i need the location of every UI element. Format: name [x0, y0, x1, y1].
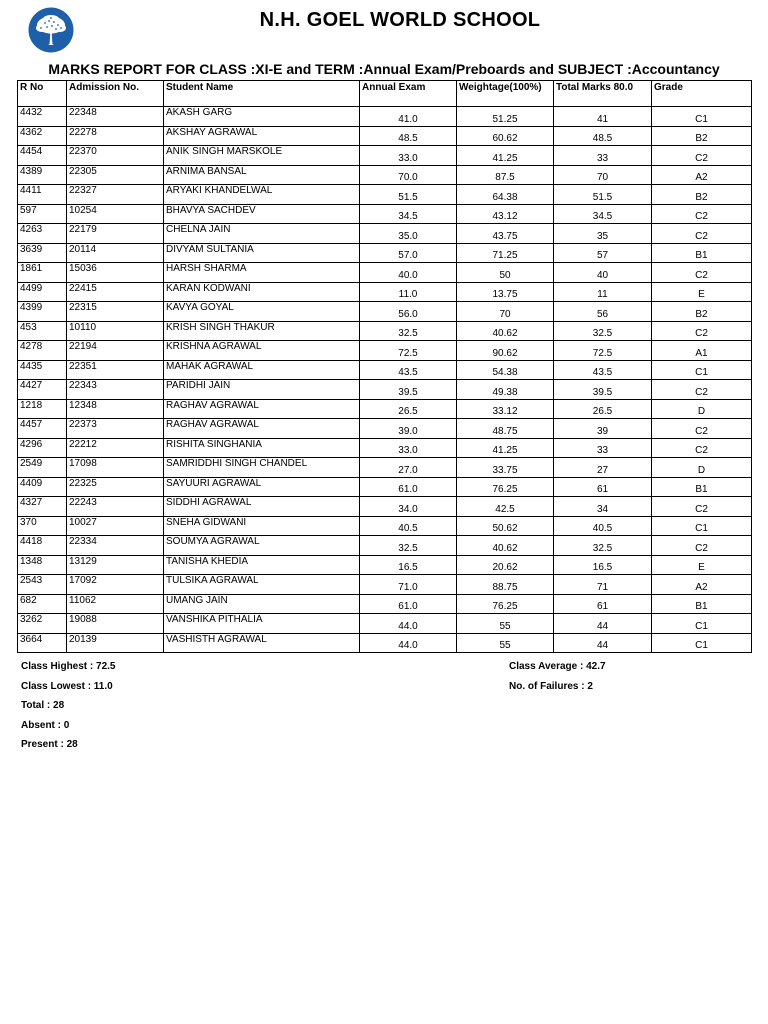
table-cell: 16.5: [554, 555, 652, 575]
table-cell: 11: [554, 282, 652, 302]
table-cell: 33: [554, 146, 652, 166]
table-cell: D: [652, 458, 752, 478]
table-cell: 57: [554, 243, 652, 263]
table-cell: C1: [652, 516, 752, 536]
table-cell: 15036: [67, 263, 164, 283]
table-cell: 22212: [67, 438, 164, 458]
table-row: [18, 477, 752, 497]
table-cell: 22348: [67, 107, 164, 127]
table-cell: 16.5: [360, 555, 457, 575]
table-cell: 48.5: [360, 126, 457, 146]
table-row: [18, 341, 752, 361]
table-cell: 32.5: [360, 536, 457, 556]
table-cell: C1: [652, 107, 752, 127]
table-cell: 54.38: [457, 360, 554, 380]
table-cell: 40: [554, 263, 652, 283]
table-cell: KRISHNA AGRAWAL: [164, 341, 360, 361]
table-cell: 19088: [67, 614, 164, 634]
column-header: Annual Exam: [360, 81, 457, 107]
table-cell: 76.25: [457, 477, 554, 497]
table-cell: 11062: [67, 594, 164, 614]
table-cell: KRISH SINGH THAKUR: [164, 321, 360, 341]
table-cell: 22373: [67, 419, 164, 439]
marks-table: [17, 80, 752, 653]
table-row: [18, 458, 752, 478]
table-cell: 1348: [18, 555, 67, 575]
table-cell: 40.0: [360, 263, 457, 283]
table-row: [18, 243, 752, 263]
table-row: [18, 497, 752, 517]
table-row: [18, 165, 752, 185]
table-row: [18, 438, 752, 458]
table-cell: A2: [652, 575, 752, 595]
column-header: Total Marks 80.0: [554, 81, 652, 107]
table-cell: 22351: [67, 360, 164, 380]
table-cell: A2: [652, 165, 752, 185]
table-cell: 4327: [18, 497, 67, 517]
table-cell: C1: [652, 360, 752, 380]
table-cell: 1861: [18, 263, 67, 283]
table-cell: 70: [554, 165, 652, 185]
table-row: [18, 555, 752, 575]
table-cell: SNEHA GIDWANI: [164, 516, 360, 536]
table-cell: 22243: [67, 497, 164, 517]
table-row: [18, 575, 752, 595]
table-cell: C1: [652, 633, 752, 653]
table-cell: 43.5: [554, 360, 652, 380]
table-row: [18, 263, 752, 283]
table-cell: 22179: [67, 224, 164, 244]
table-cell: 43.75: [457, 224, 554, 244]
table-cell: 33: [554, 438, 652, 458]
table-cell: 453: [18, 321, 67, 341]
table-cell: 39.5: [360, 380, 457, 400]
table-cell: B1: [652, 477, 752, 497]
table-row: [18, 107, 752, 127]
table-cell: 34.0: [360, 497, 457, 517]
table-cell: 61: [554, 594, 652, 614]
table-cell: E: [652, 555, 752, 575]
table-cell: 51.5: [360, 185, 457, 205]
table-cell: 43.5: [360, 360, 457, 380]
table-cell: 50: [457, 263, 554, 283]
table-cell: 71.25: [457, 243, 554, 263]
table-cell: 41.25: [457, 146, 554, 166]
table-cell: 70.0: [360, 165, 457, 185]
table-cell: 4399: [18, 302, 67, 322]
table-cell: 60.62: [457, 126, 554, 146]
table-cell: 22315: [67, 302, 164, 322]
table-row: [18, 380, 752, 400]
table-cell: 44.0: [360, 633, 457, 653]
table-cell: 61: [554, 477, 652, 497]
table-cell: 70: [457, 302, 554, 322]
table-cell: 17098: [67, 458, 164, 478]
table-row: [18, 536, 752, 556]
table-cell: 34.5: [554, 204, 652, 224]
table-cell: C2: [652, 263, 752, 283]
table-row: [18, 360, 752, 380]
report-title: MARKS REPORT FOR CLASS :XI-E and TERM :Annual Exam/Preboards and SUBJECT :Accountancy: [48, 61, 720, 77]
table-cell: C2: [652, 419, 752, 439]
table-cell: 11.0: [360, 282, 457, 302]
table-cell: 13.75: [457, 282, 554, 302]
table-cell: 44.0: [360, 614, 457, 634]
table-cell: 4278: [18, 341, 67, 361]
table-cell: 22343: [67, 380, 164, 400]
table-cell: 87.5: [457, 165, 554, 185]
table-cell: 32.5: [360, 321, 457, 341]
table-cell: AKASH GARG: [164, 107, 360, 127]
table-cell: 51.25: [457, 107, 554, 127]
table-cell: 57.0: [360, 243, 457, 263]
table-cell: C2: [652, 497, 752, 517]
table-cell: C2: [652, 438, 752, 458]
table-cell: 33.75: [457, 458, 554, 478]
table-row: [18, 302, 752, 322]
table-cell: 40.62: [457, 321, 554, 341]
table-cell: 34.5: [360, 204, 457, 224]
table-cell: B2: [652, 126, 752, 146]
table-body: [18, 107, 752, 653]
table-row: [18, 146, 752, 166]
table-cell: SAMRIDDHI SINGH CHANDEL: [164, 458, 360, 478]
table-cell: 48.75: [457, 419, 554, 439]
table-cell: 90.62: [457, 341, 554, 361]
table-row: [18, 282, 752, 302]
table-cell: 27.0: [360, 458, 457, 478]
table-cell: 4409: [18, 477, 67, 497]
table-row: [18, 614, 752, 634]
table-cell: B1: [652, 594, 752, 614]
column-header: Student Name: [164, 81, 360, 107]
table-cell: UMANG JAIN: [164, 594, 360, 614]
table-cell: 40.62: [457, 536, 554, 556]
table-cell: 88.75: [457, 575, 554, 595]
column-header: Weightage(100%): [457, 81, 554, 107]
table-cell: 41: [554, 107, 652, 127]
table-cell: 20.62: [457, 555, 554, 575]
table-cell: RAGHAV AGRAWAL: [164, 419, 360, 439]
table-cell: B1: [652, 243, 752, 263]
absent-count: Absent : 0: [21, 720, 70, 731]
column-header: Admission No.: [67, 81, 164, 107]
table-cell: 4362: [18, 126, 67, 146]
table-cell: B2: [652, 302, 752, 322]
table-cell: 4411: [18, 185, 67, 205]
table-cell: 1218: [18, 399, 67, 419]
table-cell: 39.5: [554, 380, 652, 400]
table-cell: 26.5: [360, 399, 457, 419]
table-cell: TULSIKA AGRAWAL: [164, 575, 360, 595]
table-cell: 32.5: [554, 321, 652, 341]
table-cell: ANIK SINGH MARSKOLE: [164, 146, 360, 166]
table-row: [18, 204, 752, 224]
table-cell: 41.0: [360, 107, 457, 127]
table-row: [18, 224, 752, 244]
table-cell: HARSH SHARMA: [164, 263, 360, 283]
table-header-row: [18, 81, 752, 107]
table-cell: 22194: [67, 341, 164, 361]
table-cell: 76.25: [457, 594, 554, 614]
table-cell: 26.5: [554, 399, 652, 419]
table-cell: 71: [554, 575, 652, 595]
table-cell: C2: [652, 224, 752, 244]
class-highest: Class Highest : 72.5: [21, 661, 116, 672]
table-cell: 4457: [18, 419, 67, 439]
table-cell: 370: [18, 516, 67, 536]
table-cell: 17092: [67, 575, 164, 595]
table-cell: 56: [554, 302, 652, 322]
table-cell: D: [652, 399, 752, 419]
table-cell: 42.5: [457, 497, 554, 517]
table-cell: 20114: [67, 243, 164, 263]
table-cell: KARAN KODWANI: [164, 282, 360, 302]
table-cell: 4263: [18, 224, 67, 244]
table-cell: SAYUURI AGRAWAL: [164, 477, 360, 497]
table-cell: RAGHAV AGRAWAL: [164, 399, 360, 419]
table-cell: 35: [554, 224, 652, 244]
table-cell: 55: [457, 614, 554, 634]
table-row: [18, 633, 752, 653]
table-cell: TANISHA KHEDIA: [164, 555, 360, 575]
table-cell: RISHITA SINGHANIA: [164, 438, 360, 458]
table-cell: 22325: [67, 477, 164, 497]
table-cell: 4427: [18, 380, 67, 400]
table-row: [18, 594, 752, 614]
table-cell: 49.38: [457, 380, 554, 400]
table-cell: PARIDHI JAIN: [164, 380, 360, 400]
table-cell: C2: [652, 146, 752, 166]
table-cell: 50.62: [457, 516, 554, 536]
table-cell: SIDDHI AGRAWAL: [164, 497, 360, 517]
table-cell: C1: [652, 614, 752, 634]
table-cell: 40.5: [360, 516, 457, 536]
table-cell: 4418: [18, 536, 67, 556]
table-cell: 44: [554, 633, 652, 653]
table-cell: C2: [652, 321, 752, 341]
table-cell: 35.0: [360, 224, 457, 244]
table-cell: 27: [554, 458, 652, 478]
table-cell: ARNIMA BANSAL: [164, 165, 360, 185]
table-row: [18, 516, 752, 536]
school-name: N.H. GOEL WORLD SCHOOL: [259, 9, 541, 31]
table-cell: 2543: [18, 575, 67, 595]
present-count: Present : 28: [21, 739, 78, 750]
table-row: [18, 126, 752, 146]
table-cell: ARYAKI KHANDELWAL: [164, 185, 360, 205]
table-cell: 2549: [18, 458, 67, 478]
table-cell: 39.0: [360, 419, 457, 439]
table-cell: 20139: [67, 633, 164, 653]
table-cell: 4454: [18, 146, 67, 166]
table-cell: 22415: [67, 282, 164, 302]
table-cell: 33.0: [360, 438, 457, 458]
table-cell: 4435: [18, 360, 67, 380]
table-cell: VANSHIKA PITHALIA: [164, 614, 360, 634]
table-cell: C2: [652, 536, 752, 556]
table-cell: 22327: [67, 185, 164, 205]
table-cell: DIVYAM SULTANIA: [164, 243, 360, 263]
table-cell: 61.0: [360, 477, 457, 497]
table-cell: C2: [652, 380, 752, 400]
table-cell: 4499: [18, 282, 67, 302]
table-cell: 22305: [67, 165, 164, 185]
table-cell: CHELNA JAIN: [164, 224, 360, 244]
table-row: [18, 321, 752, 341]
table-cell: 44: [554, 614, 652, 634]
table-row: [18, 419, 752, 439]
table-cell: C2: [652, 204, 752, 224]
table-cell: KAVYA GOYAL: [164, 302, 360, 322]
table-cell: 40.5: [554, 516, 652, 536]
table-cell: 61.0: [360, 594, 457, 614]
table-cell: 64.38: [457, 185, 554, 205]
failure-count: No. of Failures : 2: [509, 681, 593, 692]
table-cell: 597: [18, 204, 67, 224]
table-cell: A1: [652, 341, 752, 361]
table-cell: 3262: [18, 614, 67, 634]
table-cell: 43.12: [457, 204, 554, 224]
column-header: Grade: [652, 81, 752, 107]
table-cell: 48.5: [554, 126, 652, 146]
table-cell: 4389: [18, 165, 67, 185]
table-cell: 39: [554, 419, 652, 439]
table-cell: 55: [457, 633, 554, 653]
table-cell: 33.12: [457, 399, 554, 419]
table-cell: 22278: [67, 126, 164, 146]
table-cell: 71.0: [360, 575, 457, 595]
table-cell: 10110: [67, 321, 164, 341]
table-cell: 4296: [18, 438, 67, 458]
table-cell: E: [652, 282, 752, 302]
table-cell: 72.5: [554, 341, 652, 361]
class-lowest: Class Lowest : 11.0: [21, 681, 113, 692]
total-count: Total : 28: [21, 700, 65, 711]
column-header: R No: [18, 81, 67, 107]
table-cell: 22370: [67, 146, 164, 166]
table-cell: 33.0: [360, 146, 457, 166]
table-cell: 56.0: [360, 302, 457, 322]
table-cell: 4432: [18, 107, 67, 127]
table-cell: 22334: [67, 536, 164, 556]
table-cell: BHAVYA SACHDEV: [164, 204, 360, 224]
table-row: [18, 185, 752, 205]
table-cell: 32.5: [554, 536, 652, 556]
table-cell: 10254: [67, 204, 164, 224]
table-cell: 13129: [67, 555, 164, 575]
table-cell: 3639: [18, 243, 67, 263]
table-cell: MAHAK AGRAWAL: [164, 360, 360, 380]
table-cell: B2: [652, 185, 752, 205]
table-row: [18, 399, 752, 419]
table-cell: 72.5: [360, 341, 457, 361]
table-cell: 51.5: [554, 185, 652, 205]
table-cell: SOUMYA AGRAWAL: [164, 536, 360, 556]
table-cell: AKSHAY AGRAWAL: [164, 126, 360, 146]
table-cell: 10027: [67, 516, 164, 536]
table-cell: 682: [18, 594, 67, 614]
table-cell: VASHISTH AGRAWAL: [164, 633, 360, 653]
class-average: Class Average : 42.7: [509, 661, 606, 672]
table-cell: 3664: [18, 633, 67, 653]
table-cell: 41.25: [457, 438, 554, 458]
table-cell: 12348: [67, 399, 164, 419]
table-cell: 34: [554, 497, 652, 517]
